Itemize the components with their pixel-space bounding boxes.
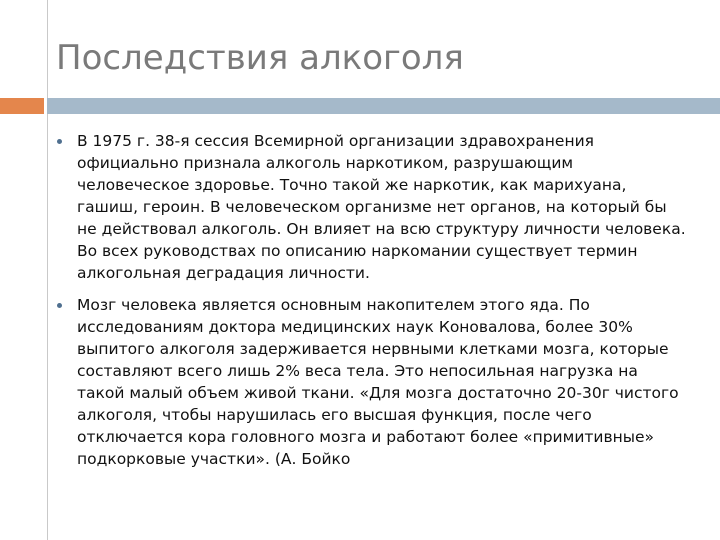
- accent-bar-blue: [47, 98, 720, 114]
- slide-title: Последствия алкоголя: [56, 38, 464, 78]
- bullet-text: Мозг человека является основным накопителем этого яда. По исследованиям доктора медицинских наук Коновалова, более 30% выпитого алкоголя задерживается нервными клетками мозга, которые составляют всего лишь 2% веса тела. Это непосильная нагрузка на такой малый объем живой ткани. «Для мозга достаточно 20-30г чистого алкоголя, чтобы нарушилась его высшая функция, после чего отключается кора головного мозга и работают более «примитивные» подкорковые участки». (А. Бойко: [77, 296, 679, 468]
- bullet-item: [56, 294, 686, 470]
- left-margin-line: [0, 0, 48, 540]
- accent-bar-orange: [0, 98, 44, 114]
- bullet-icon: [57, 139, 62, 144]
- bullet-item: [56, 130, 686, 284]
- bullet-icon: [57, 303, 62, 308]
- slide-body: [56, 130, 686, 480]
- bullet-text: В 1975 г. 38-я сессия Всемирной организации здравохранения официально признала алкоголь наркотиком, разрушающим человеческое здоровье. Точно такой же наркотик, как марихуана, гашиш, героин. В человеческом организме нет органов, на который бы не действовал алкоголь. Он влияет на всю структуру личности человека. Во всех руководствах по описанию наркомании существует термин алкогольная деградация личности.: [77, 132, 686, 282]
